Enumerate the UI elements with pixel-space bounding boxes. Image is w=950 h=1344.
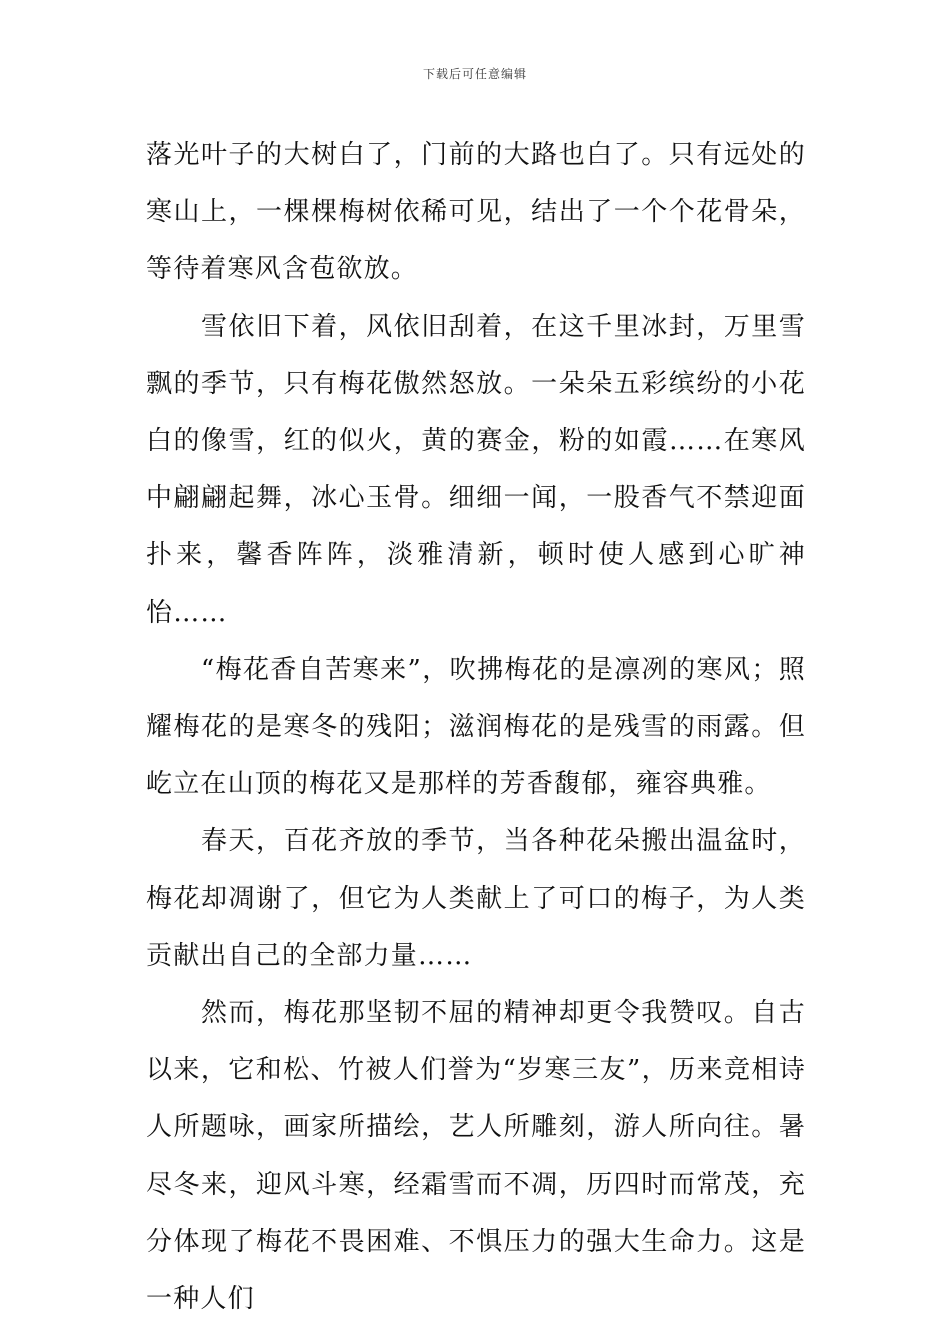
document-body [146,127,806,1328]
page-header-note: 下载后可任意编辑 [422,67,527,81]
paragraph-1: 落光叶子的大树白了，门前的大路也白了。只有远处的寒山上，一棵棵梅树依稀可见，结出了一个个花骨朵，等待着寒风含苞欲放。 [146,140,806,285]
paragraph-4: 春天，百花齐放的季节，当各种花朵搬出温盆时，梅花却凋谢了，但它为人类献上了可口的梅子，为人类贡献出自己的全部力量…… [146,826,806,971]
paragraph-3: “梅花香自苦寒来”，吹拂梅花的是凛冽的寒风；照耀梅花的是寒冬的残阳；滋润梅花的是残雪的雨露。但屹立在山顶的梅花又是那样的芳香馥郁，雍容典雅。 [146,654,806,800]
paragraph-5: 然而，梅花那坚韧不屈的精神却更令我赞叹。自古以来，它和松、竹被人们誉为“岁寒三友”，历来竞相诗人所题咏，画家所描绘，艺人所雕刻，游人所向往。暑尽冬来，迎风斗寒，经霜雪而不凋，历四时而常茂，充分体现了梅花不畏困难、不惧压力的强大生命力。这是一种人们 [146,998,806,1315]
paragraph-2: 雪依旧下着，风依旧刮着，在这千里冰封，万里雪飘的季节，只有梅花傲然怒放。一朵朵五彩缤纷的小花白的像雪，红的似火，黄的赛金，粉的如霞……在寒风中翩翩起舞，冰心玉骨。细细一闻，一股香气不禁迎面扑来，馨香阵阵，淡雅清新，顿时使人感到心旷神怡…… [146,311,806,628]
